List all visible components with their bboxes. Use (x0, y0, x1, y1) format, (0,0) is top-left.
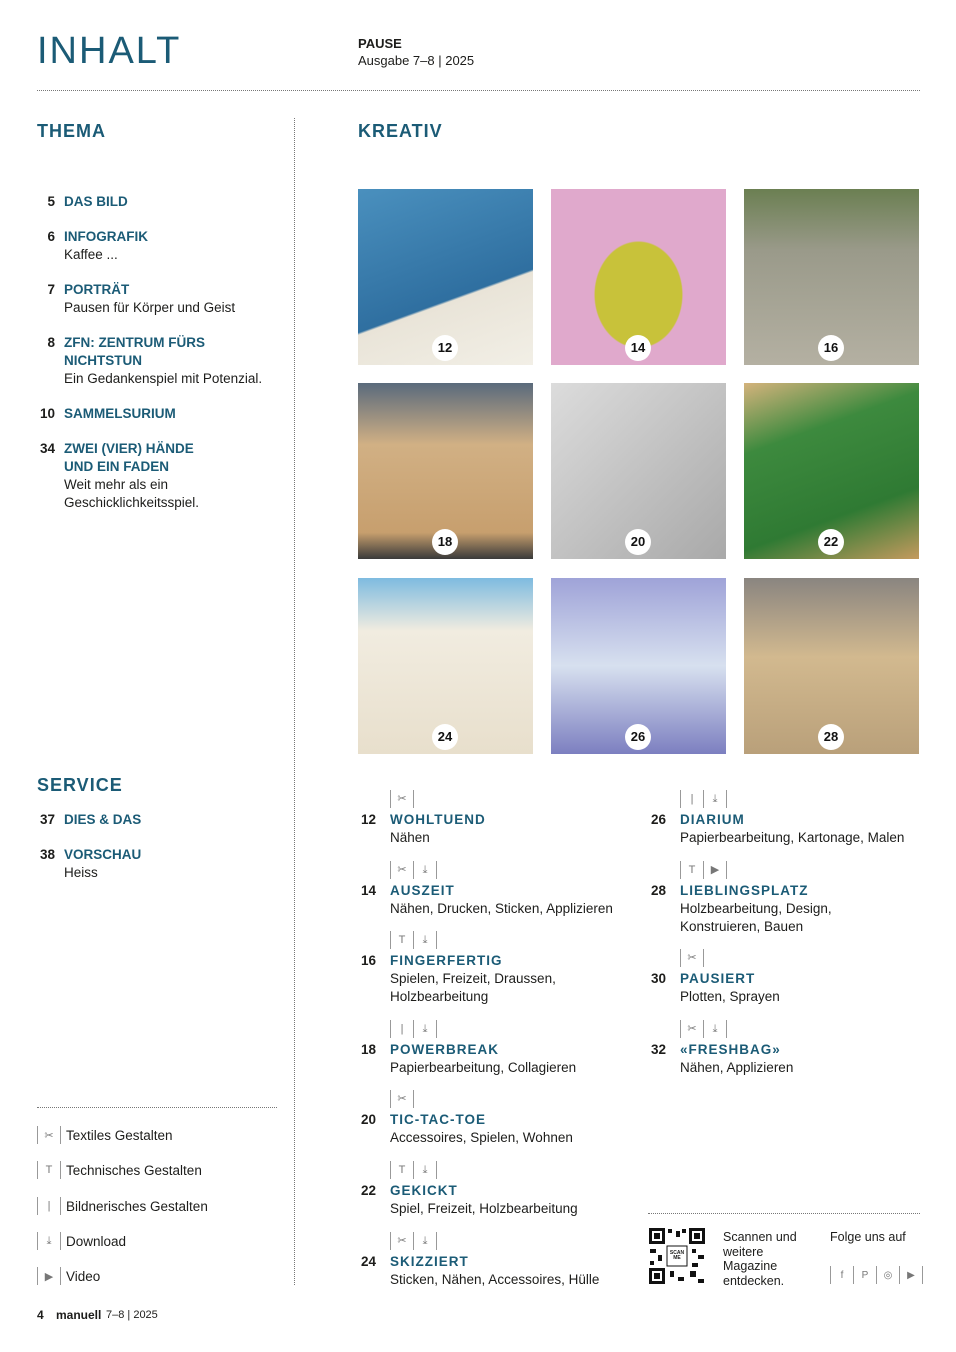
needle-icon: ✂ (390, 1232, 413, 1250)
needle-icon: ✂ (37, 1126, 61, 1144)
legend-download (37, 1231, 126, 1251)
needle-icon: ✂ (390, 790, 414, 808)
needle-icon: ✂ (680, 949, 704, 967)
entry-subtitle: Heiss (64, 865, 98, 880)
brush-icon: | (37, 1197, 61, 1215)
needle-icon: ✂ (390, 861, 413, 879)
entry-title: LIEBLINGSPLATZ (680, 883, 809, 898)
entry-title: FINGERFERTIG (390, 953, 503, 968)
social-links (830, 1266, 923, 1284)
youtube-icon[interactable]: ▶ (899, 1266, 923, 1284)
entry-title: POWERBREAK (390, 1042, 500, 1057)
entry-title: GEKICKT (390, 1183, 458, 1198)
entry-page-number: 22 (360, 1183, 376, 1198)
hammer-icon: T (37, 1161, 61, 1179)
video-icon: ▶ (37, 1267, 61, 1285)
qr-label: SCAN ME (669, 1250, 685, 1261)
hammer-icon: T (680, 861, 703, 879)
photo-sleep-mask[interactable] (551, 189, 726, 365)
entry-subtitle: Pausen für Körper und Geist (64, 300, 236, 315)
entry-title: DIARIUM (680, 812, 745, 827)
pinterest-icon[interactable]: P (853, 1266, 876, 1284)
entry-subtitle: Ein Gedankenspiel mit Potenzial. (64, 371, 263, 386)
page-title: INHALT (37, 30, 182, 72)
photo-tic-tac-toe-pillow[interactable] (551, 383, 726, 559)
entry-page-number: 28 (650, 883, 666, 898)
entry-title: WOHLTUEND (390, 812, 486, 827)
entry-subtitle: Spielen, Freizeit, Draussen, Holzbearbeitung (390, 971, 556, 1004)
entry-title: VORSCHAU (64, 847, 142, 862)
issue-label: Ausgabe 7–8 | 2025 (358, 53, 475, 68)
needle-icon: ✂ (680, 1020, 703, 1038)
entry-page-number: 5 (47, 194, 55, 209)
photo-box-collage[interactable] (358, 383, 533, 559)
entry-subtitle: Nähen, Applizieren (680, 1060, 794, 1075)
hammer-icon: T (390, 931, 413, 949)
entry-page-number: 24 (360, 1254, 376, 1269)
photo-page-badge: 20 (625, 529, 651, 555)
photo-page-badge: 28 (818, 724, 844, 750)
entry-page-number: 7 (47, 282, 55, 297)
entry-page-number: 10 (39, 406, 55, 421)
photo-page-badge: 12 (432, 335, 458, 361)
entry-page-number: 20 (360, 1112, 376, 1127)
scan-text: Scannen und weitere Magazine entdecken. (723, 1230, 797, 1288)
entry-subtitle: Nähen, Drucken, Sticken, Applizieren (390, 901, 613, 916)
photo-diary-book[interactable] (551, 578, 726, 754)
photo-wood-game[interactable] (744, 189, 919, 365)
legend-label: Textiles Gestalten (66, 1127, 173, 1143)
entry-subtitle: Nähen (390, 830, 430, 845)
photo-page-badge: 14 (625, 335, 651, 361)
entry-subtitle: Papierbearbeitung, Kartonage, Malen (680, 830, 905, 845)
entry-page-number: 32 (650, 1042, 666, 1057)
brush-icon: | (390, 1020, 413, 1038)
footer-issue: 7–8 | 2025 (106, 1309, 158, 1321)
entry-subtitle: Sticken, Nähen, Accessoires, Hülle (390, 1272, 600, 1287)
photo-page-badge: 26 (625, 724, 651, 750)
entry-page-number: 18 (360, 1042, 376, 1057)
legend-divider (37, 1107, 277, 1108)
photo-page-badge: 18 (432, 529, 458, 555)
entry-title: TIC-TAC-TOE (390, 1112, 486, 1127)
legend-textiles (37, 1125, 173, 1145)
legend-label: Video (66, 1268, 101, 1284)
qr-code[interactable] (648, 1227, 706, 1285)
instagram-icon[interactable]: ◎ (876, 1266, 899, 1284)
thema-heading: THEMA (37, 121, 106, 141)
download-icon: ⤓ (703, 790, 727, 808)
entry-subtitle: Accessoires, Spielen, Wohnen (390, 1130, 573, 1145)
photo-page-badge: 16 (818, 335, 844, 361)
photo-pencil-case[interactable] (358, 578, 533, 754)
entry-title: ZFN: ZENTRUM FÜRS NICHTSTUN (64, 335, 205, 368)
entry-page-number: 16 (360, 953, 376, 968)
entry-subtitle: Holzbearbeitung, Design, Konstruieren, Bauen (680, 901, 832, 934)
download-icon: ⤓ (413, 861, 437, 879)
entry-page-number: 38 (39, 847, 55, 862)
photo-foosball[interactable] (744, 383, 919, 559)
download-icon: ⤓ (413, 1161, 437, 1179)
entry-title: INFOGRAFIK (64, 229, 148, 244)
entry-title: SAMMELSURIUM (64, 406, 176, 421)
legend-video (37, 1266, 100, 1286)
legend-bildnerisches (37, 1196, 208, 1216)
entry-subtitle: Kaffee ... (64, 247, 118, 262)
hammer-icon: T (390, 1161, 413, 1179)
needle-icon: ✂ (390, 1090, 414, 1108)
download-icon: ⤓ (37, 1232, 61, 1250)
entry-page-number: 6 (47, 229, 55, 244)
download-icon: ⤓ (703, 1020, 727, 1038)
header-divider (37, 90, 920, 91)
entry-title: ZWEI (VIER) HÄNDE UND EIN FADEN (64, 441, 194, 474)
entry-title: AUSZEIT (390, 883, 455, 898)
entry-page-number: 26 (650, 812, 666, 827)
facebook-icon[interactable]: f (830, 1266, 853, 1284)
entry-subtitle: Spiel, Freizeit, Holzbearbeitung (390, 1201, 578, 1216)
download-icon: ⤓ (413, 1232, 437, 1250)
entry-page-number: 34 (39, 441, 55, 456)
promo-divider (648, 1213, 920, 1214)
legend-label: Download (66, 1233, 127, 1249)
kreativ-heading: KREATIV (358, 121, 443, 141)
entry-subtitle: Weit mehr als ein Geschicklichkeitsspiel. (64, 477, 200, 510)
photo-page-badge: 24 (432, 724, 458, 750)
entry-subtitle: Papierbearbeitung, Collagieren (390, 1060, 577, 1075)
entry-title: PORTRÄT (64, 282, 130, 297)
entry-page-number: 12 (360, 812, 376, 827)
entry-page-number: 14 (360, 883, 376, 898)
page-number: 4 (37, 1308, 44, 1322)
download-icon: ⤓ (413, 931, 437, 949)
photo-page-badge: 22 (818, 529, 844, 555)
download-icon: ⤓ (413, 1020, 437, 1038)
entry-subtitle: Plotten, Sprayen (680, 989, 780, 1004)
magazine-name: manuell (56, 1308, 102, 1322)
publication-title: PAUSE (358, 36, 402, 51)
brush-icon: | (680, 790, 703, 808)
entry-title: PAUSIERT (680, 971, 756, 986)
entry-page-number: 8 (47, 335, 55, 350)
entry-title: DIES & DAS (64, 812, 142, 827)
legend-label: Bildnerisches Gestalten (66, 1198, 208, 1214)
service-heading: SERVICE (37, 775, 123, 795)
entry-page-number: 30 (650, 971, 666, 986)
legend-technisches (37, 1160, 202, 1180)
legend-label: Technisches Gestalten (66, 1162, 202, 1178)
entry-title: SKIZZIERT (390, 1254, 469, 1269)
video-icon: ▶ (703, 861, 727, 879)
entry-page-number: 37 (39, 812, 55, 827)
photo-wooden-chair[interactable] (744, 578, 919, 754)
entry-title: DAS BILD (64, 194, 128, 209)
photo-tea-bags[interactable] (358, 189, 533, 365)
follow-text: Folge uns auf (830, 1230, 906, 1244)
entry-title: «FRESHBAG» (680, 1042, 781, 1057)
